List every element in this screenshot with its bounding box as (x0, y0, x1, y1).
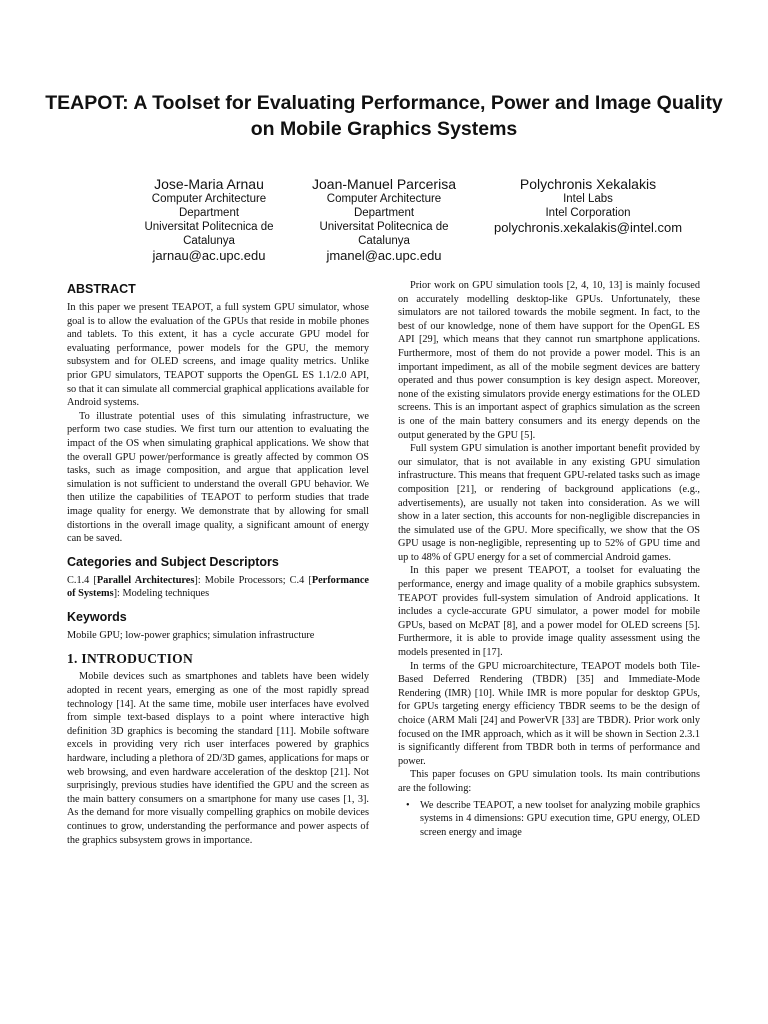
author-email: jmanel@ac.upc.edu (326, 248, 442, 263)
right-column (398, 279, 700, 839)
author-affiliation: Intel Labs (563, 193, 613, 205)
abstract-heading: ABSTRACT (67, 282, 136, 296)
author-email: polychronis.xekalakis@intel.com (493, 220, 683, 235)
author-name: Joan-Manuel Parcerisa (312, 176, 456, 192)
author-affiliation: Universitat Politecnica de (144, 221, 274, 233)
author-name: Polychronis Xekalakis (519, 176, 657, 192)
paper-title: TEAPOT: A Toolset for Evaluating Performance, Power and Image Quality on Mobile Graphics Systems (45, 92, 723, 140)
author-affiliation: Catalunya (183, 235, 235, 247)
categories-text: C.1.4 [Parallel Architectures]: Mobile Processors; C.4 [Performance of Systems]: Modeling techniques (67, 574, 369, 600)
author-block-xekalakis (468, 176, 708, 236)
intro-paragraph: This paper focuses on GPU simulation tools. Its main contributions are the following: (398, 769, 700, 794)
abstract-paragraph: In this paper we present TEAPOT, a full system GPU simulator, whose goal is to allow the evaluation of the GPUs that reside in mobile phones and tablets. To this extent, it has a cycle accurate GPU model for evaluating performance, power models for the GPU, the memory subsystem and for OLED screens, and image quality metrics. Unlike prior GPU simulators, TEAPOT supports the OpenGL ES 1.1/2.0 API, so that it can simulate all commercial graphical applications available for Android systems. (67, 302, 369, 409)
author-block-parcerisa (297, 176, 471, 264)
author-affiliation: Department (353, 207, 415, 219)
list-item: • We describe TEAPOT, a new toolset for analyzing mobile graphics systems in 4 dimensions: GPU execution time, GPU energy, OLED screen energy and image (414, 799, 700, 840)
author-affiliation: Catalunya (358, 235, 410, 247)
intro-paragraph: In terms of the GPU microarchitecture, TEAPOT models both Tile-Based Deferred Rendering (TBDR) [35] and Immediate-Mode Rendering (IMR) [10]. While IMR is more popular for desktop GPUs, for GPUs targeting energy efficiency TBDR seems to be the design of choice (ARM Mali [24] and PowerVR [33] are TBDR). Prior work only focused on the IMR approach, which as it will be shown in Section 2.3.1 is significantly different from TBDR both in terms of performance and power. (398, 660, 700, 767)
intro-paragraph: Full system GPU simulation is another important benefit provided by our simulator, that is not available in any existing GPU simulation infrastructure. This means that frequent GPU-related tasks such as image composition [21], or rendering of background applications (e.g., advertisements), are usually not taken into consideration. As we will show in a later section, this accounts for non-negligible discrepancies in the simulated use of the GPU. More specifically, we show that the OS GPU usage is non-negligible, representing up to 52% of GPU time and up to 48% of GPU energy for a set of commercial Android games. (398, 443, 700, 563)
keywords-heading: Keywords (67, 609, 127, 624)
introduction-heading: 1. INTRODUCTION (67, 651, 194, 667)
author-affiliation: Intel Corporation (545, 207, 631, 219)
abstract-paragraph: To illustrate potential uses of this simulating infrastructure, we perform two case studies. We first turn our attention to evaluating the impact of the OS when simulating graphical applications. We show that the overall GPU power/performance is greatly affected by common OS tasks, such as image composition, and argue that application level simulation is not sufficient to understand the overall GPU behavior. We then utilize the capabilities of TEAPOT to perform studies that trade image quality for energy. We demonstrate that by allowing for small distortions in the overall image quality, a significant amount of energy can be saved. (67, 410, 369, 545)
left-column (67, 282, 369, 847)
author-affiliation: Department (178, 207, 240, 219)
intro-paragraph: Prior work on GPU simulation tools [2, 4, 10, 13] is mainly focused on accurately modelling desktop-like GPUs. Unfortunately, these simulators are not tailored towards the mobile segment. In fact, to the best of our knowledge, none of them have support for the OpenGL ES API [29], which means that they cannot run smartphone applications. Furthermore, most of them do not provide a power model. This is an important impediment, as all of the mobile segment devices are battery operated and thus power consumption is key design aspect. Moreover, none of the existing simulators provide energy estimations for the OLED screens. This is an important aspect of graphics simulation as the screen is one of the main battery consumers and its energy depends on the output generated by the GPU [5]. (398, 280, 700, 441)
categories-heading: Categories and Subject Descriptors (67, 554, 279, 569)
intro-paragraph: In this paper we present TEAPOT, a toolset for evaluating the performance, energy and image quality of a mobile graphics subsystem. TEAPOT provides full-system simulation of Android applications. It includes a cycle-accurate GPU simulator, a power model for mobile GPUs, based on McPAT [8], and a power model for OLED screens [5]. Furthermore, it is able to provide image quality assessment using the models presented in [17]. (398, 565, 700, 659)
intro-paragraph: Mobile devices such as smartphones and tablets have been widely adopted in recent years, emerging as one of the most rapidly spread technology [14]. At the same time, mobile user interfaces have evolved from simple text-based displays to a point where interactive high definition 3D graphics is becoming the standard [11]. Mobile software excels in providing very rich user interfaces powered by graphics hardware, including a plethora of 2D/3D games, applications for maps or web browsing, and even hardware acceleration of the desktop [21]. Not surprisingly, previous studies have identified the GPU and the screen as the main battery consumers on a smartphone for many use cases [1, 3]. As the demand for more visually compelling graphics on mobile devices continues to grow, understanding the performance and power aspects of the graphics subsystem grows in importance. (67, 671, 369, 846)
author-affiliation: Computer Architecture (151, 193, 267, 205)
author-affiliation: Computer Architecture (326, 193, 442, 205)
author-affiliation: Universitat Politecnica de (319, 221, 449, 233)
contributions-list (398, 799, 700, 840)
author-block-arnau (122, 176, 296, 264)
keywords-text: Mobile GPU; low-power graphics; simulation infrastructure (67, 629, 315, 641)
author-email: jarnau@ac.upc.edu (152, 248, 266, 263)
author-name: Jose-Maria Arnau (154, 176, 264, 192)
